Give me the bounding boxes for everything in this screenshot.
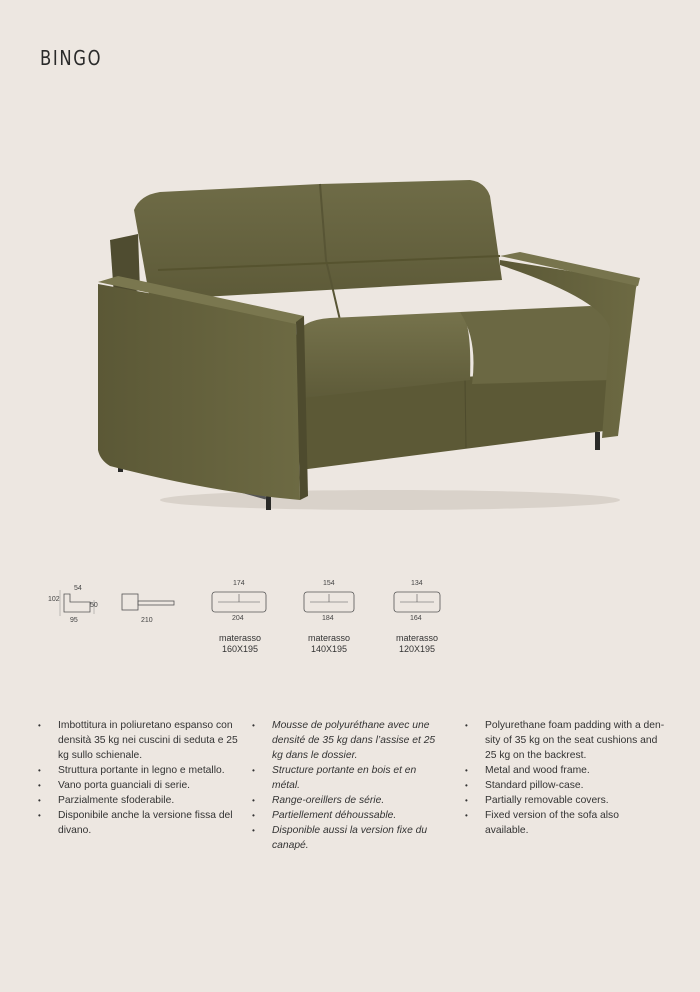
dim-depth: 95 bbox=[70, 617, 78, 624]
english-item: • Fixed version of the sofa also available. bbox=[465, 808, 665, 838]
english-item: • Metal and wood frame. bbox=[465, 763, 665, 778]
mattress-word: materasso bbox=[218, 633, 262, 643]
sofa-image bbox=[90, 170, 650, 520]
mattress-label bbox=[377, 633, 457, 655]
mattress-word: materasso bbox=[307, 633, 351, 643]
dim-inner: 134 bbox=[411, 580, 423, 587]
french-item: • Partiellement déhoussable. bbox=[252, 808, 442, 823]
dim-seat: 50 bbox=[90, 602, 98, 609]
dim-outer: 184 bbox=[322, 615, 334, 622]
french-item: • Structure portante en bois et en métal. bbox=[252, 763, 442, 793]
italian-item: • Imbottitura in poliuretano espanso con densità 35 kg nei cuscini di seduta e 25 kg sullo schienale. bbox=[38, 718, 238, 763]
dim-outer: 204 bbox=[232, 615, 244, 622]
dim-inner: 174 bbox=[233, 580, 245, 587]
dim-depth-top: 54 bbox=[74, 585, 82, 592]
english-item: • Polyurethane foam padding with a den-sity of 35 kg on the seat cushions and 25 kg on the backrest. bbox=[465, 718, 665, 763]
mattress-size: 120X195 bbox=[398, 644, 436, 654]
french-item: • Disponible aussi la version fixe du canapé. bbox=[252, 823, 442, 853]
english-item: • Partially removable covers. bbox=[465, 793, 665, 808]
italian-item: • Parzialmente sfoderabile. bbox=[38, 793, 238, 808]
dim-outer: 164 bbox=[410, 615, 422, 622]
mattress-size: 140X195 bbox=[310, 644, 348, 654]
product-title: BINGO bbox=[40, 46, 103, 70]
french-item: • Range-oreillers de série. bbox=[252, 793, 442, 808]
french-item: • Mousse de polyuréthane avec une densité de 35 kg dans l’assise et 25 kg dans le dossier. bbox=[252, 718, 442, 763]
italian-item: • Vano porta guanciali di serie. bbox=[38, 778, 238, 793]
mattress-label bbox=[200, 633, 280, 655]
mattress-word: materasso bbox=[395, 633, 439, 643]
dim-open-length: 210 bbox=[141, 617, 153, 624]
dim-height: 102 bbox=[48, 596, 60, 603]
english-description bbox=[465, 718, 665, 838]
dim-inner: 154 bbox=[323, 580, 335, 587]
mattress-size: 160X195 bbox=[221, 644, 259, 654]
english-item: • Standard pillow-case. bbox=[465, 778, 665, 793]
french-description bbox=[252, 718, 442, 853]
italian-item: • Disponibile anche la versione fissa del divano. bbox=[38, 808, 238, 838]
italian-description bbox=[38, 718, 238, 838]
italian-item: • Struttura portante in legno e metallo. bbox=[38, 763, 238, 778]
mattress-label bbox=[289, 633, 369, 655]
